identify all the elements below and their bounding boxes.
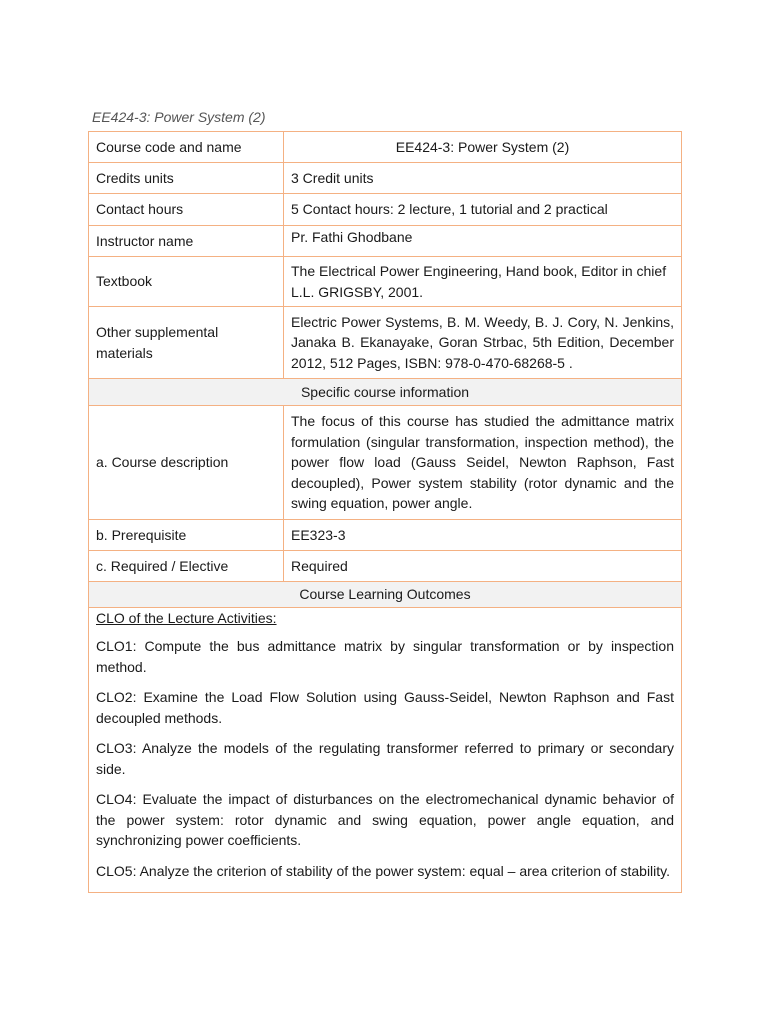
row-label: Credits units [89, 163, 284, 194]
row-label: Course code and name [89, 132, 284, 163]
table-row [89, 257, 682, 307]
table-row [89, 132, 682, 163]
table-row [89, 307, 682, 379]
row-label: Textbook [89, 257, 284, 307]
course-spec-table [88, 131, 682, 893]
row-value: 3 Credit units [284, 163, 682, 194]
table-row [89, 163, 682, 194]
row-value: The Electrical Power Engineering, Hand book, Editor in chief L.L. GRIGSBY, 2001. [284, 257, 682, 307]
table-row [89, 551, 682, 582]
clo-row [89, 608, 682, 893]
clo-item: CLO4: Evaluate the impact of disturbances on the electromechanical dynamic behavior of the power system: rotor dynamic and swing equation, power angle equation, and synchronizing power coefficients. [96, 791, 674, 848]
row-label: Other supplemental materials [89, 307, 284, 379]
row-label: c. Required / Elective [89, 551, 284, 582]
row-value: Required [284, 551, 682, 582]
row-value: Electric Power Systems, B. M. Weedy, B. J. Cory, N. Jenkins, Janaka B. Ekanayake, Goran Strbac, 5th Edition, December 2012, 512 Pages, ISBN: 978-0-470-68268-5 . [284, 307, 682, 379]
table-row [89, 406, 682, 520]
row-label: Instructor name [89, 226, 284, 257]
row-value: The focus of this course has studied the admittance matrix formulation (singular transformation, inspection method), the power flow load (Gauss Seidel, Newton Raphson, Fast decoupled), Power system stability (rotor dynamic and the swing equation, power angle. [284, 406, 682, 520]
table-row [89, 520, 682, 551]
row-value: EE323-3 [284, 520, 682, 551]
section-title-learning-outcomes: Course Learning Outcomes [89, 582, 682, 608]
document-heading: EE424-3: Power System (2) [92, 109, 266, 125]
row-value: 5 Contact hours: 2 lecture, 1 tutorial and 2 practical [284, 194, 682, 226]
section-header-row [89, 379, 682, 406]
table-row [89, 226, 682, 257]
clo-item: CLO2: Examine the Load Flow Solution using Gauss-Seidel, Newton Raphson and Fast decoupled methods. [96, 689, 674, 726]
clo-item: CLO5: Analyze the criterion of stability of the power system: equal – area criterion of stability. [96, 862, 671, 879]
clo-item: CLO3: Analyze the models of the regulating transformer referred to primary or secondary side. [96, 740, 674, 777]
row-value: Pr. Fathi Ghodbane [284, 226, 682, 257]
section-title-specific-info: Specific course information [89, 379, 682, 406]
row-value: EE424-3: Power System (2) [284, 132, 682, 163]
section-header-row [89, 582, 682, 608]
clo-cell [89, 608, 682, 893]
row-label: b. Prerequisite [89, 520, 284, 551]
clo-item: CLO1: Compute the bus admittance matrix by singular transformation or by inspection method. [96, 638, 674, 675]
clo-heading: CLO of the Lecture Activities: [96, 610, 277, 626]
table-row [89, 194, 682, 226]
row-label: a. Course description [89, 406, 284, 520]
row-label: Contact hours [89, 194, 284, 226]
